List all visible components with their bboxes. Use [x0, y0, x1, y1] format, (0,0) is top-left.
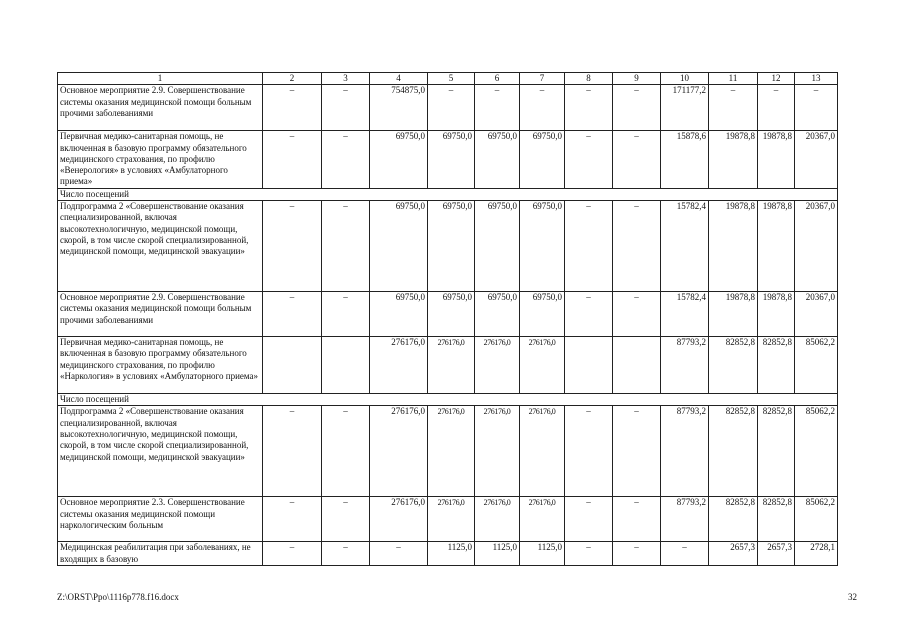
- value-cell: –: [613, 292, 661, 337]
- value-cell: 276176,0: [370, 406, 428, 497]
- table-row: [58, 497, 838, 542]
- row-description: Основное мероприятие 2.3. Совершенствование системы оказания медицинской помощи наркологическим больным: [58, 497, 263, 542]
- table-row: [58, 337, 838, 394]
- row-description: Первичная медико-санитарная помощь, не включенная в базовую программу обязательного медицинского страхования, по профилю «Наркология» в условиях «Амбулаторного приема»: [58, 337, 263, 394]
- value-cell: 87793,2: [661, 406, 709, 497]
- value-cell: 19878,8: [709, 201, 758, 292]
- value-cell: –: [613, 497, 661, 542]
- value-cell: 82852,8: [709, 337, 758, 394]
- table-label-row: [58, 188, 838, 200]
- footer-file-path: Z:\ORST\Ppo\1116p778.f16.docx: [57, 592, 179, 602]
- value-cell: 15782,4: [661, 201, 709, 292]
- value-cell: 69750,0: [520, 201, 565, 292]
- value-cell: 87793,2: [661, 497, 709, 542]
- value-cell: 82852,8: [709, 406, 758, 497]
- row-description: Число посещений: [58, 188, 838, 200]
- table-row: [58, 542, 838, 566]
- row-description: Основное мероприятие 2.9. Совершенствование системы оказания медицинской помощи больным прочими заболеваниями: [58, 85, 263, 131]
- value-cell: –: [322, 292, 370, 337]
- row-description: Подпрограмма 2 «Совершенствование оказания специализированной, включая высокотехнологичную, медицинской помощи, скорой, в том числе скорой специализированной, медицинской помощи, медицинской эвакуации»: [58, 406, 263, 497]
- table-row: [58, 85, 838, 131]
- value-cell: 276176,0: [428, 406, 475, 497]
- value-cell: –: [758, 85, 795, 131]
- value-cell: 276176,0: [428, 497, 475, 542]
- value-cell: –: [263, 292, 322, 337]
- table-header-row: [58, 73, 838, 85]
- value-cell: –: [565, 497, 613, 542]
- value-cell: –: [263, 497, 322, 542]
- header-cell: 4: [370, 73, 428, 85]
- value-cell: 276176,0: [520, 337, 565, 394]
- value-cell: 276176,0: [520, 406, 565, 497]
- value-cell: –: [428, 85, 475, 131]
- value-cell: 171177,2: [661, 85, 709, 131]
- budget-table: [57, 72, 838, 566]
- value-cell: 69750,0: [428, 292, 475, 337]
- row-description: Основное мероприятие 2.9. Совершенствование системы оказания медицинской помощи больным прочими заболеваниями: [58, 292, 263, 337]
- value-cell: 69750,0: [475, 131, 520, 188]
- value-cell: 85062,2: [795, 406, 838, 497]
- value-cell: –: [565, 406, 613, 497]
- value-cell: 1125,0: [428, 542, 475, 566]
- header-cell: 8: [565, 73, 613, 85]
- value-cell: –: [263, 406, 322, 497]
- value-cell: 19878,8: [758, 131, 795, 188]
- value-cell: –: [263, 542, 322, 566]
- header-cell: 6: [475, 73, 520, 85]
- value-cell: –: [520, 85, 565, 131]
- value-cell: 1125,0: [475, 542, 520, 566]
- value-cell: 19878,8: [709, 292, 758, 337]
- value-cell: 69750,0: [428, 201, 475, 292]
- value-cell: [613, 337, 661, 394]
- value-cell: –: [565, 201, 613, 292]
- table-row: [58, 292, 838, 337]
- header-cell: 9: [613, 73, 661, 85]
- value-cell: 20367,0: [795, 131, 838, 188]
- value-cell: 276176,0: [370, 497, 428, 542]
- value-cell: –: [613, 85, 661, 131]
- header-cell: 3: [322, 73, 370, 85]
- table-row: [58, 406, 838, 497]
- value-cell: 82852,8: [758, 337, 795, 394]
- table-row: [58, 201, 838, 292]
- row-description: Подпрограмма 2 «Совершенствование оказания специализированной, включая высокотехнологичную, медицинской помощи, скорой, в том числе скорой специализированной, медицинской помощи, медицинской эвакуации»: [58, 201, 263, 292]
- value-cell: –: [370, 542, 428, 566]
- value-cell: –: [475, 85, 520, 131]
- value-cell: [322, 337, 370, 394]
- table-row: [58, 131, 838, 188]
- header-cell: 7: [520, 73, 565, 85]
- value-cell: 2728,1: [795, 542, 838, 566]
- value-cell: 20367,0: [795, 201, 838, 292]
- table-label-row: [58, 394, 838, 406]
- value-cell: 2657,3: [758, 542, 795, 566]
- value-cell: 276176,0: [370, 337, 428, 394]
- value-cell: –: [565, 292, 613, 337]
- value-cell: 754875,0: [370, 85, 428, 131]
- header-cell: 13: [795, 73, 838, 85]
- value-cell: 15878,6: [661, 131, 709, 188]
- value-cell: –: [613, 406, 661, 497]
- value-cell: –: [709, 85, 758, 131]
- value-cell: 69750,0: [520, 292, 565, 337]
- value-cell: –: [613, 201, 661, 292]
- value-cell: 19878,8: [758, 292, 795, 337]
- value-cell: 19878,8: [758, 201, 795, 292]
- value-cell: –: [322, 201, 370, 292]
- row-description: Медицинская реабилитация при заболеваниях, не входящих в базовую: [58, 542, 263, 566]
- value-cell: –: [322, 131, 370, 188]
- value-cell: 69750,0: [475, 292, 520, 337]
- value-cell: 82852,8: [758, 497, 795, 542]
- value-cell: 276176,0: [475, 406, 520, 497]
- value-cell: –: [565, 542, 613, 566]
- row-description: Первичная медико-санитарная помощь, не включенная в базовую программу обязательного медицинского страхования, по профилю «Венерология» в условиях «Амбулаторного приема»: [58, 131, 263, 188]
- value-cell: 85062,2: [795, 337, 838, 394]
- value-cell: 276176,0: [520, 497, 565, 542]
- value-cell: –: [263, 85, 322, 131]
- value-cell: [263, 337, 322, 394]
- value-cell: 1125,0: [520, 542, 565, 566]
- value-cell: [565, 337, 613, 394]
- value-cell: –: [565, 85, 613, 131]
- header-cell: 12: [758, 73, 795, 85]
- value-cell: –: [322, 497, 370, 542]
- value-cell: 276176,0: [428, 337, 475, 394]
- row-description: Число посещений: [58, 394, 838, 406]
- value-cell: 20367,0: [795, 292, 838, 337]
- value-cell: 85062,2: [795, 497, 838, 542]
- value-cell: –: [613, 131, 661, 188]
- value-cell: 69750,0: [520, 131, 565, 188]
- value-cell: 69750,0: [428, 131, 475, 188]
- value-cell: 69750,0: [475, 201, 520, 292]
- value-cell: –: [613, 542, 661, 566]
- value-cell: 69750,0: [370, 292, 428, 337]
- value-cell: 19878,8: [709, 131, 758, 188]
- value-cell: –: [322, 85, 370, 131]
- header-cell: 1: [58, 73, 263, 85]
- header-cell: 2: [263, 73, 322, 85]
- value-cell: –: [322, 542, 370, 566]
- value-cell: 276176,0: [475, 337, 520, 394]
- value-cell: –: [263, 201, 322, 292]
- value-cell: 82852,8: [709, 497, 758, 542]
- value-cell: –: [661, 542, 709, 566]
- header-cell: 10: [661, 73, 709, 85]
- value-cell: 2657,3: [709, 542, 758, 566]
- value-cell: 82852,8: [758, 406, 795, 497]
- value-cell: 69750,0: [370, 131, 428, 188]
- value-cell: 276176,0: [475, 497, 520, 542]
- value-cell: –: [795, 85, 838, 131]
- footer-page-number: 32: [848, 592, 857, 602]
- value-cell: 15782,4: [661, 292, 709, 337]
- value-cell: –: [565, 131, 613, 188]
- value-cell: –: [263, 131, 322, 188]
- value-cell: 87793,2: [661, 337, 709, 394]
- header-cell: 5: [428, 73, 475, 85]
- header-cell: 11: [709, 73, 758, 85]
- value-cell: 69750,0: [370, 201, 428, 292]
- value-cell: –: [322, 406, 370, 497]
